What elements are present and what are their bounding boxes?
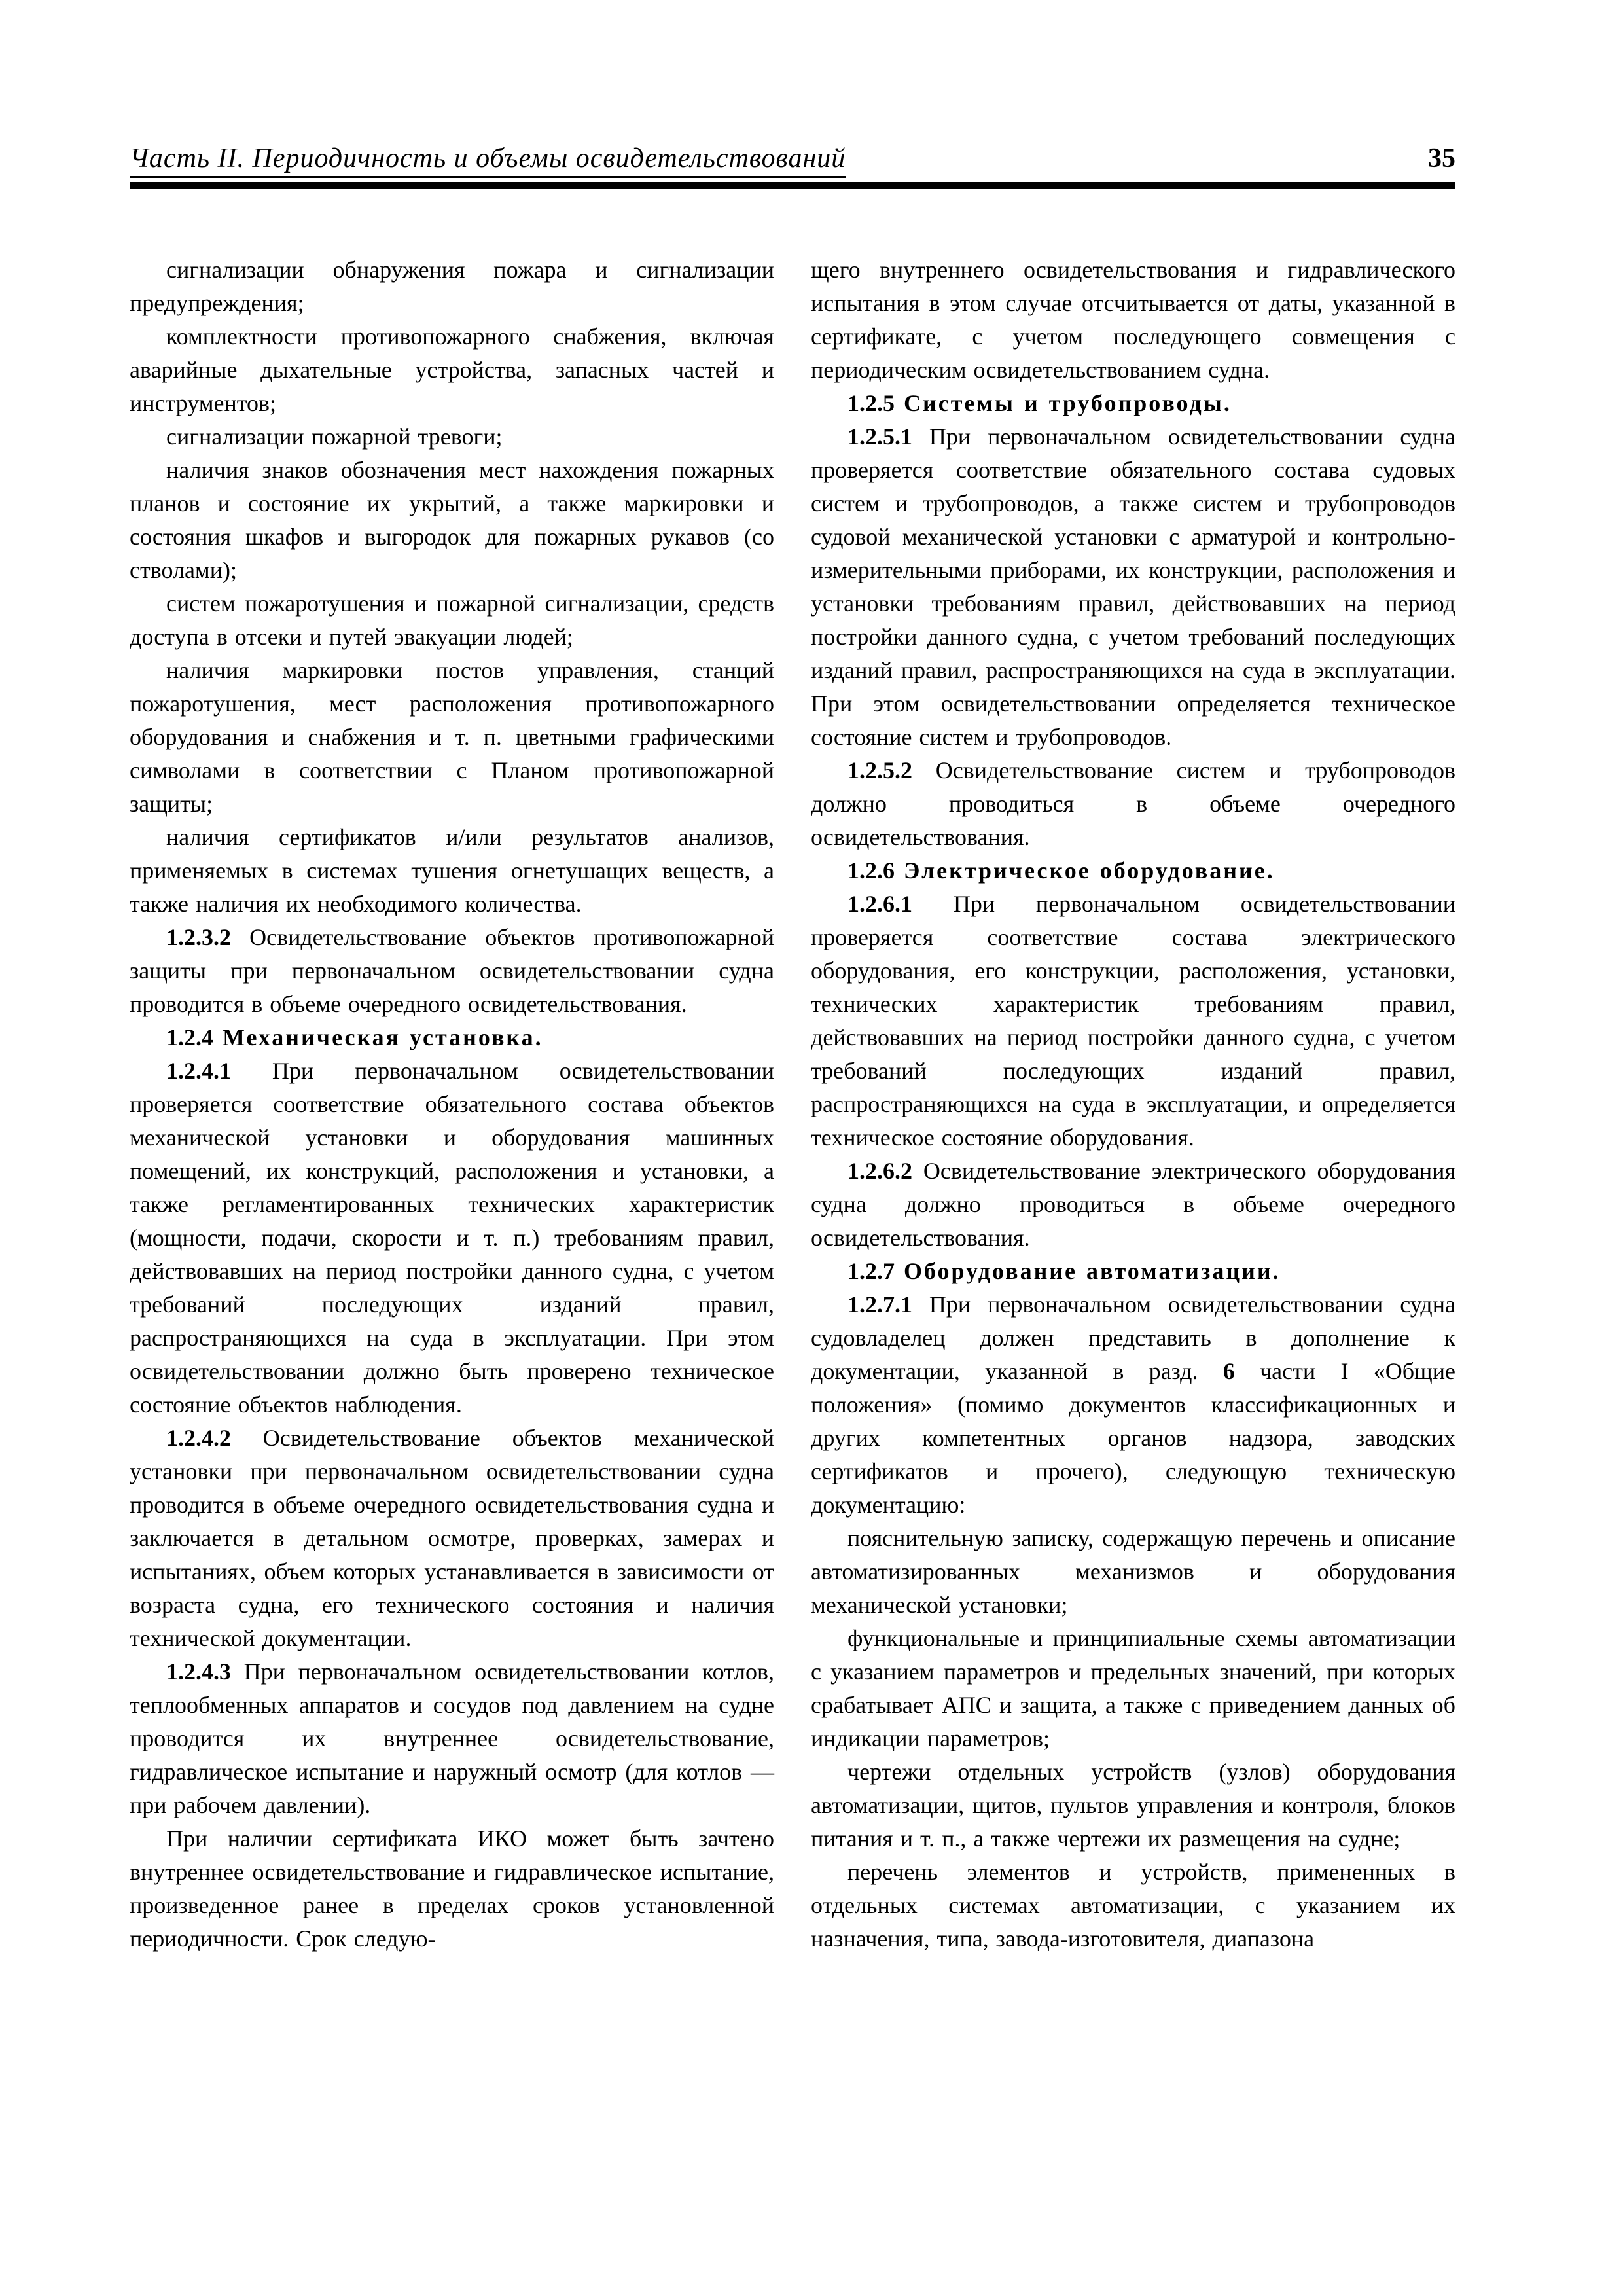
- text-run: При наличии сертификата ИКО может быть зачтено внутреннее освидетельствование и гидравлическое испытание, произведенное ранее в пределах сроков установленной периодичности. Срок следую-: [130, 1825, 774, 1952]
- paragraph: [811, 253, 1455, 387]
- text-run: Механическая установка.: [213, 1024, 543, 1050]
- paragraph: [811, 1522, 1455, 1622]
- paragraph: [130, 1655, 774, 1822]
- running-head: [130, 143, 1455, 178]
- text-run: перечень элементов и устройств, примененных в отдельных системах автоматизации, с указанием их назначения, типа, завода-изготовителя, диапазона: [811, 1859, 1455, 1952]
- text-run: Электрическое оборудование.: [895, 857, 1275, 884]
- paragraph: [130, 420, 774, 454]
- text-run: сигнализации обнаружения пожара и сигнализации предупреждения;: [130, 257, 774, 316]
- paragraph: [811, 1155, 1455, 1255]
- paragraph: [130, 821, 774, 921]
- paragraph: [130, 1422, 774, 1655]
- text-run: систем пожаротушения и пожарной сигнализации, средств доступа в отсеки и путей эвакуации людей;: [130, 590, 774, 650]
- paragraph: [130, 587, 774, 654]
- text-run: 1.2.5.2: [847, 757, 912, 783]
- text-run: функциональные и принципиальные схемы автоматизации с указанием параметров и предельных значений, при которых срабатывает АПС и защита, а также с приведением данных об индикации параметров;: [811, 1625, 1455, 1751]
- paragraph: [130, 921, 774, 1021]
- text-run: Системы и трубопроводы.: [895, 390, 1232, 416]
- header-rule: [130, 182, 1455, 189]
- paragraph: [811, 1288, 1455, 1522]
- text-run: При первоначальном освидетельствовании котлов, теплообменных аппаратов и сосудов под давлением на судне проводится их внутреннее освидетельствование, гидравлическое испытание и наружный осмотр (для котлов — при рабочем давлении).: [130, 1659, 774, 1818]
- text-run: 1.2.3.2: [166, 924, 231, 950]
- page-content: [130, 143, 1455, 1956]
- text-run: 1.2.4: [166, 1024, 213, 1050]
- text-run: наличия маркировки постов управления, станций пожаротушения, мест расположения противопожарного оборудования и снабжения и т. п. цветными графическими символами в соответствии с Планом противопожарной защиты;: [130, 657, 774, 817]
- text-run: 1.2.7.1: [847, 1291, 912, 1318]
- section-heading: [811, 387, 1455, 420]
- paragraph: [130, 454, 774, 587]
- paragraph: [130, 654, 774, 821]
- text-run: чертежи отдельных устройств (узлов) оборудования автоматизации, щитов, пультов управления и контроля, блоков питания и т. п., а также чертежи их размещения на судне;: [811, 1759, 1455, 1852]
- text-run: При первоначальном освидетельствовании судна проверяется соответствие обязательного состава судовых систем и трубопроводов, а также систем и трубопроводов судовой механической установки с арматурой и контрольно-измерительными приборами, их конструкции, расположения и установки требованиям правил, действовавших на период постройки данного судна, с учетом требований последующих изданий правил, распространяющихся на суда в эксплуатации. При этом освидетельствовании определяется техническое состояние систем и трубопроводов.: [811, 423, 1455, 750]
- paragraph: [811, 1622, 1455, 1755]
- paragraph: [811, 888, 1455, 1155]
- section-heading: [811, 854, 1455, 888]
- text-run: части I «Общие положения» (помимо документов классификационных и других компетентных органов надзора, заводских сертификатов и прочего), следующую техническую документацию:: [811, 1358, 1456, 1518]
- text-run: 1.2.4.1: [166, 1058, 231, 1084]
- text-run: Освидетельствование систем и трубопроводов должно проводиться в объеме очередного освидетельствования.: [811, 757, 1455, 850]
- text-run: 6: [1222, 1358, 1235, 1384]
- text-run: сигнализации пожарной тревоги;: [166, 423, 503, 450]
- left-column: [130, 253, 774, 1956]
- text-run: пояснительную записку, содержащую перечень и описание автоматизированных механизмов и оборудования механической установки;: [811, 1525, 1455, 1618]
- paragraph: [130, 1054, 774, 1422]
- paragraph: [811, 1856, 1455, 1956]
- text-run: При первоначальном освидетельствовании проверяется соответствие состава электрического оборудования, его конструкции, расположения, установки, технических характеристик требованиям правил, действовавших на период постройки данного судна, с учетом требований последующих изданий правил, распространяющихся на суда в эксплуатации, и определяется техническое состояние оборудования.: [811, 891, 1455, 1151]
- section-heading: [130, 1021, 774, 1054]
- text-run: наличия знаков обозначения мест нахождения пожарных планов и состояние их укрытий, а также маркировки и состояния шкафов и выгородок для пожарных рукавов (со стволами);: [130, 457, 774, 583]
- paragraph: [811, 754, 1455, 854]
- text-run: При первоначальном освидетельствовании проверяется соответствие обязательного состава объектов механической установки и оборудования машинных помещений, их конструкций, расположения и установки, а также регламентированных технических характеристик (мощности, подачи, скорости и т. п.) требованиям правил, действовавших на период постройки данного судна, с учетом требований последующих изданий правил, распространяющихся на суда в эксплуатации. При этом освидетельствовании должно быть проверено техническое состояние объектов наблюдения.: [130, 1058, 774, 1418]
- text-run: Освидетельствование объектов противопожарной защиты при первоначальном освидетельствовании судна проводится в объеме очередного освидетельствования.: [130, 924, 774, 1017]
- text-run: 1.2.6.1: [847, 891, 912, 917]
- text-run: комплектности противопожарного снабжения, включая аварийные дыхательные устройства, запасных частей и инструментов;: [130, 323, 774, 416]
- text-run: наличия сертификатов и/или результатов анализов, применяемых в системах тушения огнетушащих веществ, а также наличия их необходимого количества.: [130, 824, 774, 917]
- text-run: Освидетельствование электрического оборудования судна должно проводиться в объеме очередного освидетельствования.: [811, 1158, 1455, 1251]
- section-heading: [811, 1255, 1455, 1288]
- right-column: [811, 253, 1455, 1956]
- text-run: щего внутреннего освидетельствования и гидравлического испытания в этом случае отсчитывается от даты, указанной в сертификате, с учетом последующего совмещения с периодическим освидетельствованием судна.: [811, 257, 1455, 383]
- text-run: 1.2.5.1: [847, 423, 912, 450]
- paragraph: [130, 1822, 774, 1956]
- text-run: При первоначальном освидетельствовании судна судовладелец должен представить в дополнение к документации, указанной в разд.: [811, 1291, 1455, 1384]
- text-columns: [130, 253, 1455, 1956]
- text-run: 1.2.7: [847, 1258, 895, 1284]
- text-run: 1.2.4.2: [166, 1425, 231, 1451]
- text-run: 1.2.5: [847, 390, 895, 416]
- text-run: 1.2.6: [847, 857, 895, 884]
- paragraph: [130, 320, 774, 420]
- text-run: 1.2.4.3: [166, 1659, 231, 1685]
- running-head-title: Часть II. Периодичность и объемы освидетельствований: [130, 143, 846, 178]
- text-run: 1.2.6.2: [847, 1158, 912, 1184]
- text-run: Освидетельствование объектов механической установки при первоначальном освидетельствовании судна проводится в объеме очередного освидетельствования судна и заключается в детальном осмотре, проверках, замерах и испытаниях, объем которых устанавливается в зависимости от возраста судна, его технического состояния и наличия технической документации.: [130, 1425, 774, 1651]
- paragraph: [811, 1755, 1455, 1856]
- page-number: 35: [1428, 143, 1455, 173]
- paragraph: [811, 420, 1455, 754]
- paragraph: [130, 253, 774, 320]
- text-run: Оборудование автоматизации.: [895, 1258, 1281, 1284]
